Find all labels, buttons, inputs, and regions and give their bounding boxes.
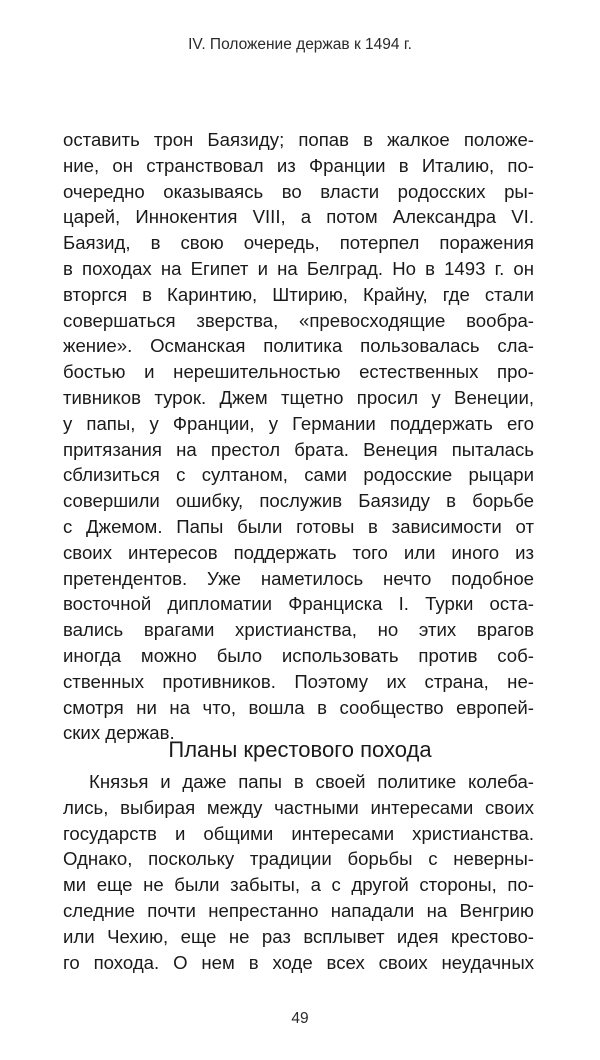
text-line: ние, он странствовал из Франции в Италию, по- [63, 154, 534, 176]
text-line: сблизиться с султаном, сами родосские рыцари [63, 464, 534, 486]
text-line: ских держав. [63, 722, 175, 744]
running-head: IV. Положение держав к 1494 г. [188, 36, 412, 53]
text-line: оставить трон Баязиду; попав в жалкое положе- [63, 129, 534, 150]
text-line: иногда можно было использовать против соб- [63, 644, 534, 666]
text-line: вались врагами христианства, но этих врагов [63, 619, 534, 641]
text-line: претендентов. Уже наметилось нечто подобное [63, 567, 534, 589]
text-line: восточной дипломатии Франциска I. Турки оста- [63, 593, 534, 615]
text-line: своих интересов поддержать того или иного из [63, 541, 534, 563]
text-line: притязания на престол брата. Венеция пыталась [63, 438, 534, 460]
text-line: тивников турок. Джем тщетно просил у Венеции, [63, 386, 534, 408]
text-line: бостью и нерешительностью естественных про- [63, 361, 534, 383]
text-line: смотря ни на что, вошла в сообщество европей- [63, 696, 534, 718]
page-number: 49 [291, 1010, 309, 1027]
text-line: ми еще не были забыты, а с другой стороны, по- [63, 874, 534, 896]
text-line: совершаться зверства, «превосходящие вообра- [63, 309, 534, 331]
text-line: у папы, у Франции, у Германии поддержать его [63, 412, 534, 434]
text-line: царей, Иннокентия VIII, а потом Александра VI. [63, 206, 534, 228]
text-line: совершили ошибку, послужив Баязиду в борьбе [63, 490, 534, 512]
text-line: Баязид, в свою очередь, потерпел поражения [63, 232, 534, 254]
text-line: жение». Османская политика пользовалась сла- [63, 335, 534, 357]
text-line: с Джемом. Папы были готовы в зависимости от [63, 515, 534, 537]
text-line: в походах на Египет и на Белград. Но в 1493 г. он [63, 257, 534, 279]
text-line: государств и общими интересами христианства. [63, 822, 534, 844]
text-line: или Чехию, еще не раз всплывет идея крестово- [63, 925, 534, 947]
text-line: лись, выбирая между частными интересами своих [63, 796, 534, 818]
paragraph-1 [63, 127, 534, 746]
text-line: очередно оказываясь во власти родосских ры- [63, 180, 534, 202]
text-line: Однако, поскольку традиции борьбы с неверны- [63, 848, 534, 870]
text-line: вторгся в Каринтию, Штирию, Крайну, где стали [63, 283, 534, 305]
text-line: следние почти непрестанно нападали на Венгрию [63, 899, 534, 921]
text-line: ственных противников. Поэтому их страна, не- [63, 670, 534, 692]
section-heading: Планы крестового похода [168, 737, 432, 762]
text-line: го похода. О нем в ходе всех своих неудачных [63, 951, 534, 973]
paragraph-2 [63, 769, 534, 975]
text-line: Князья и даже папы в своей политике колеба- [89, 771, 534, 792]
